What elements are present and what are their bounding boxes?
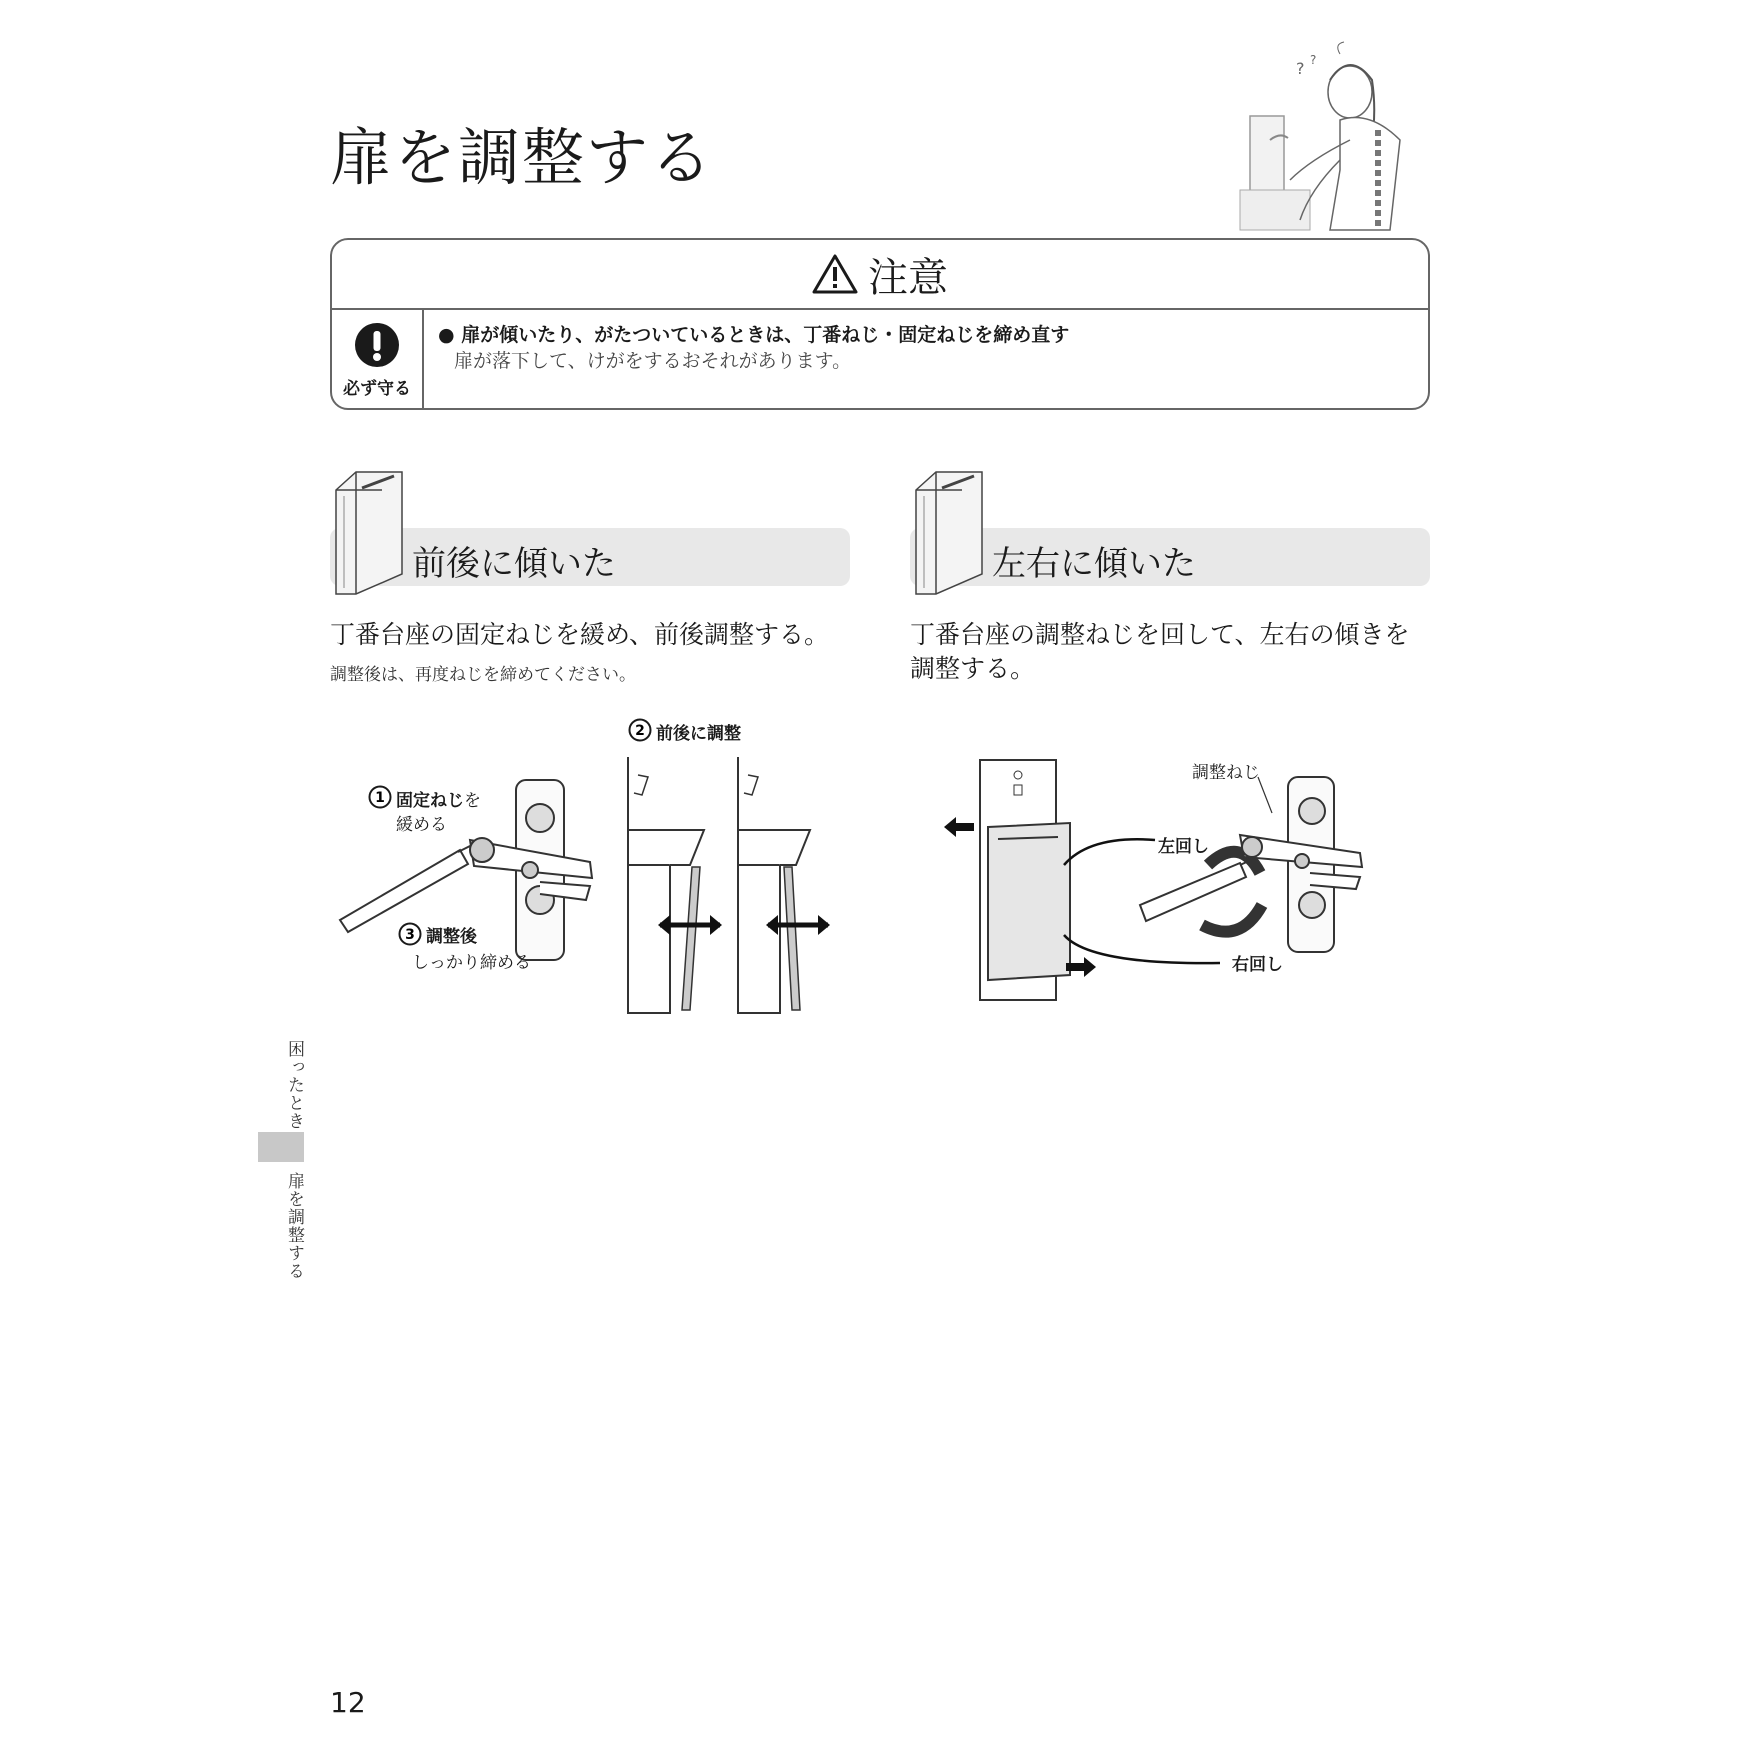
step2-label (656, 719, 741, 744)
side-tab-marker (258, 1132, 304, 1162)
page-title: 扉を調整する (330, 121, 715, 194)
svg-text:2: 2 (635, 723, 645, 739)
side-section-label: 扉を調整する (284, 1172, 304, 1280)
step1-label (396, 786, 481, 811)
warning-triangle-icon (812, 253, 858, 295)
cabinet-icon (334, 470, 406, 600)
svg-text:1: 1 (375, 790, 385, 806)
woman-illustration (1200, 40, 1440, 230)
left-turn-label (1158, 832, 1209, 857)
mandatory-label: 必ず守る (343, 378, 411, 399)
left-turn-text: 左回し (1158, 837, 1209, 857)
cabinet-icon (914, 470, 986, 600)
svg-text:?: ? (1310, 53, 1317, 67)
step1-bold: 固定ねじ (396, 791, 464, 811)
caution-bullet-text: 扉が傾いたり、がたついているときは、丁番ねじ・固定ねじを締め直す (461, 324, 1070, 346)
front-back-adjust-diagram (620, 755, 850, 1020)
page-number: 12 (330, 1686, 366, 1719)
caution-header (332, 240, 1428, 310)
step3-line2: しっかり締める (412, 953, 531, 973)
svg-text:?: ? (1296, 59, 1305, 78)
right-turn-text: 右回し (1232, 955, 1283, 975)
step2-badge (628, 718, 652, 742)
section-heading-left-right: 左右に傾いた (992, 544, 1196, 584)
svg-text:3: 3 (405, 927, 415, 943)
step2-bold: 前後に調整 (656, 724, 741, 744)
step3-bold: 調整後 (426, 927, 477, 947)
left-right-instruction-line1: 丁番台座の調整ねじを回して、左右の傾きを (910, 620, 1410, 649)
exclamation-circle-icon (354, 322, 400, 368)
front-back-instruction: 丁番台座の固定ねじを緩め、前後調整する。 (330, 620, 830, 649)
side-chapter-label: 困ったとき (284, 1040, 304, 1130)
step1-line2: 緩める (396, 815, 447, 835)
step3-badge (398, 922, 422, 946)
front-back-note: 調整後は、再度ねじを締めてください。 (330, 665, 636, 685)
caution-box (330, 238, 1430, 410)
left-right-adjust-diagram (940, 755, 1380, 1000)
step3-label (426, 922, 477, 947)
caution-bullet: ● 扉が傾いたり、がたついているときは、丁番ねじ・固定ねじを締め直す (438, 324, 1070, 346)
left-right-instruction-line2: 調整する。 (910, 654, 1036, 683)
right-turn-label (1232, 950, 1283, 975)
step1-tail: を (464, 791, 481, 811)
caution-subtext: 扉が落下して、けがをするおそれがあります。 (454, 350, 852, 372)
section-heading-front-back: 前後に傾いた (412, 544, 616, 584)
adjust-screw-label: 調整ねじ (1192, 763, 1260, 783)
step1-badge (368, 785, 392, 809)
caution-heading: 注意 (868, 254, 948, 301)
mandatory-badge (332, 310, 424, 410)
